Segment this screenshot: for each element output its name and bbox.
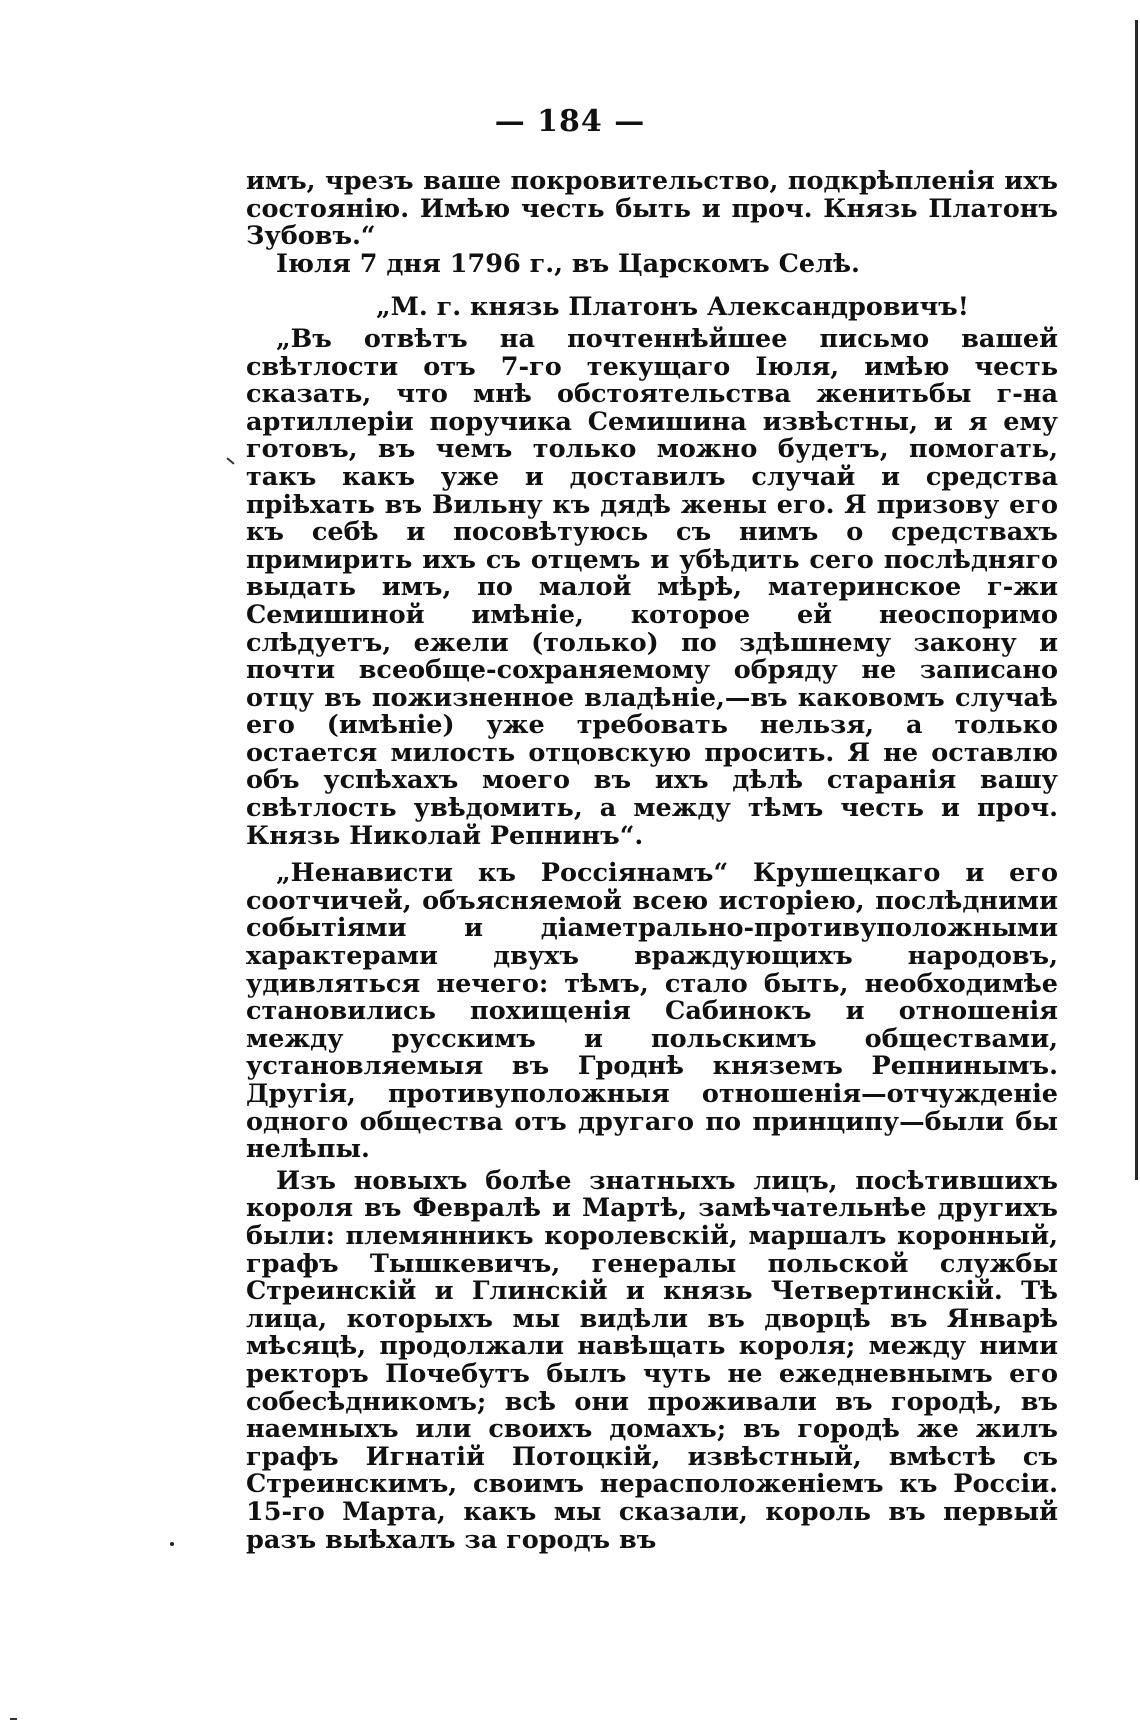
margin-tick-mark	[226, 457, 234, 464]
page-body	[246, 168, 1058, 1554]
paragraph-notable-persons: Изъ новыхъ болѣе знатныхъ лицъ, посѣтившихъ короля въ Февралѣ и Мартѣ, замѣчательнѣе другихъ были: племянникъ королевскій, маршалъ коронный, графъ Тышкевичъ, генералы польской службы Стреинскій и Глинскій и князь Четвертинскій. Тѣ лица, которыхъ мы видѣли въ дворцѣ въ Январѣ мѣсяцѣ, продолжали навѣщать короля; между ними ректоръ Почебутъ былъ чуть не ежедневнымъ его собесѣдникомъ; всѣ они проживали въ городѣ, въ наемныхъ или своихъ домахъ; въ городѣ же жилъ графъ Игнатій Потоцкій, извѣстный, вмѣстѣ съ Стреинскимъ, своимъ нерасположеніемъ къ Россіи. 15-го Марта, какъ мы сказали, король въ первый разъ выѣхалъ за городъ въ	[246, 1165, 1058, 1555]
page-number: — 184 —	[494, 104, 646, 139]
letter-salutation: „М. г. князь Платонъ Александровичъ!	[376, 292, 969, 323]
letter-body-paragraph: „Въ отвѣтъ на почтеннѣйшее письмо вашей свѣтлости отъ 7-го текущаго Іюля, имѣю честь сказать, что мнѣ обстоятельства женитьбы г-на артиллеріи поручика Семишина извѣстны, и я ему готовъ, въ чемъ только можно будетъ, помогать, такъ какъ уже и доставилъ случай и средства пріѣхать въ Вильну къ дядѣ жены его. Я призову его къ себѣ и посовѣтуюсь съ нимъ о средствахъ примирить ихъ съ отцемъ и убѣдить сего послѣдняго выдать имъ, по малой мѣрѣ, материнское г-жи Семишиной имѣніе, которое ей неоспоримо слѣдуетъ, ежели (только) по здѣшнему закону и почти всеобще-сохраняемому обряду не записано отцу въ пожизненное владѣніе,—въ каковомъ случаѣ его (имѣніе) уже требовать нельзя, а только остается милость отцовскую просить. Я не оставлю объ успѣхахъ моего въ ихъ дѣлѣ старанія вашу свѣтлость увѣдомить, а между тѣмъ честь и проч. Князь Николай Репнинъ“.	[246, 323, 1058, 851]
page-edge-shadow	[1135, 20, 1138, 1180]
paragraph-hatred: „Ненависти къ Россіянамъ“ Крушецкаго и его соотчичей, объясняемой всею исторіею, послѣдними событіями и діаметрально-противуположными характерами двухъ враждующихъ народовъ, удивляться нечего: тѣмъ, стало быть, необходимѣе становились похищенія Сабинокъ и отношенія между русскимъ и польскимъ обществами, установляемыя въ Гроднѣ княземъ Репнинымъ. Другія, противуположныя отношенія—отчужденіе одного общества отъ другаго по принципу—были бы нелѣпы.	[246, 858, 1058, 1165]
margin-dot-mark	[170, 1542, 174, 1546]
bottom-edge-mark	[10, 1718, 17, 1720]
letter-date-line: Іюля 7 дня 1796 г., въ Царскомъ Селѣ.	[276, 248, 860, 279]
continuation-paragraph: имъ, чрезъ ваше покровительство, подкрѣпленія ихъ состоянію. Имѣю честь быть и проч. Князь Платонъ Зубовъ.“	[246, 166, 1058, 252]
